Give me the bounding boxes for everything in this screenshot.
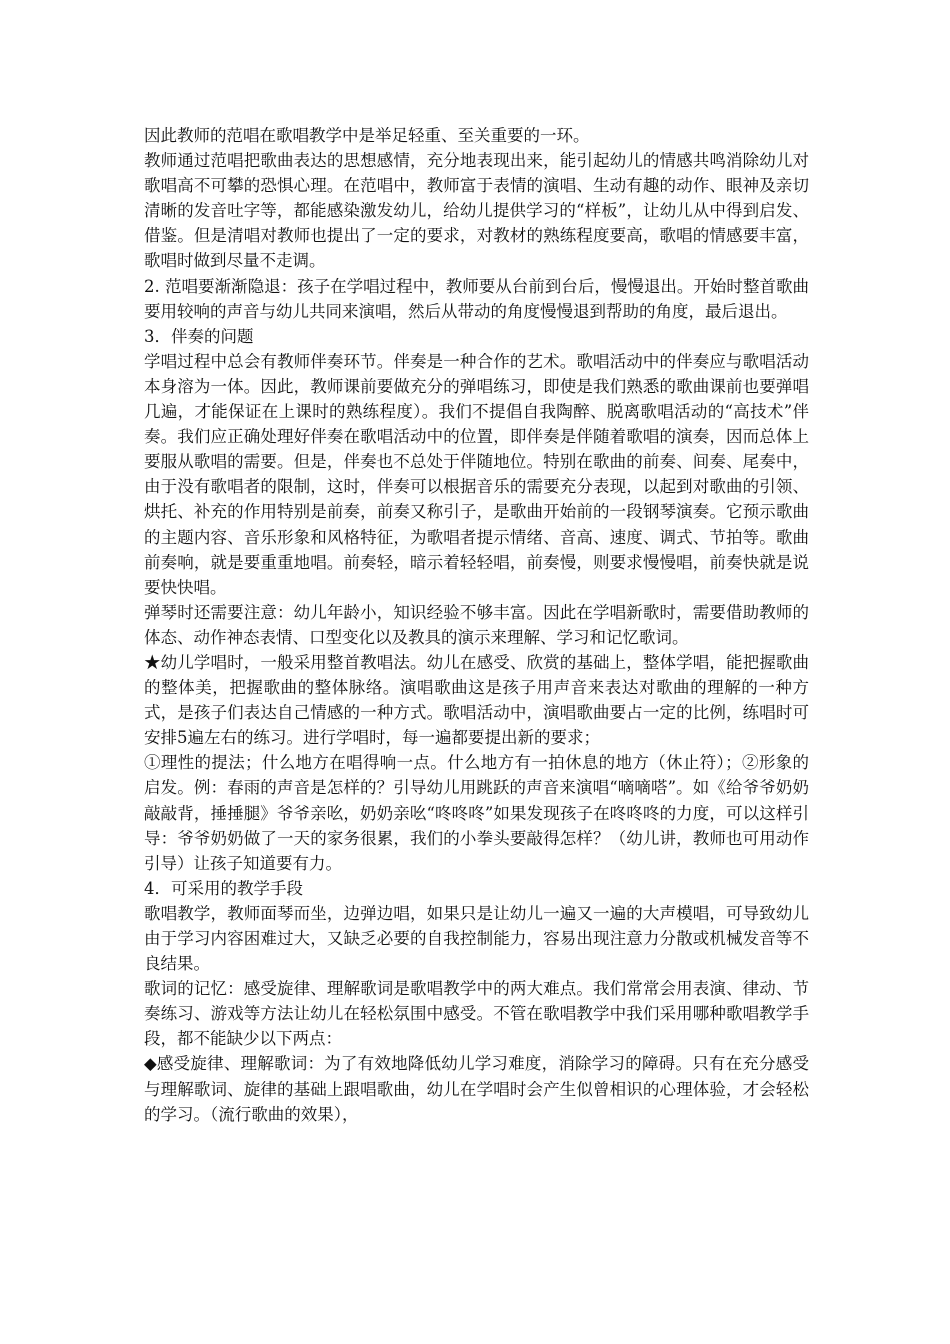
paragraph-7: ★幼儿学唱时，一般采用整首教唱法。幼儿在感受、欣赏的基础上，整体学唱，能把握歌曲的整体美，把握歌曲的整体脉络。演唱歌曲这是孩子用声音来表达对歌曲的理解的一种方式，是孩子们表达自己情感的一种方式。歌唱活动中，演唱歌曲要占一定的比例，练唱时可安排5遍左右的练习。进行学唱时，每一遍都要提出新的要求； xyxy=(144,652,809,748)
paragraph-2: 教师通过范唱把歌曲表达的思想感情，充分地表现出来，能引起幼儿的情感共鸣消除幼儿对歌唱高不可攀的恐惧心理。在范唱中，教师富于表情的演唱、生动有趣的动作、眼神及亲切清晰的发音吐字等，都能感染激发幼儿，给幼儿提供学习的“样板”，让幼儿从中得到启发、借鉴。但是清唱对教师也提出了一定的要求，对教材的熟练程度要高，歌唱的情感要丰富，歌唱时做到尽量不走调。 xyxy=(144,151,809,271)
paragraph-10: 歌唱教学，教师面琴而坐，边弹边唱，如果只是让幼儿一遍又一遍的大声模唱，可导致幼儿由于学习内容困难过大，又缺乏必要的自我控制能力，容易出现注意力分散或机械发音等不良结果。 xyxy=(144,903,809,974)
paragraph-5: 学唱过程中总会有教师伴奏环节。伴奏是一种合作的艺术。歌唱活动中的伴奏应与歌唱活动本身溶为一体。因此，教师课前要做充分的弹唱练习，即使是我们熟悉的歌曲课前也要弹唱几遍，才能保证在上课时的熟练程度）。我们不提倡自我陶醉、脱离歌唱活动的“高技术”伴奏。我们应正确处理好伴奏在歌唱活动中的位置，即伴奏是伴随着歌唱的演奏，因而总体上要服从歌唱的需要。但是，伴奏也不总处于伴随地位。特别在歌曲的前奏、间奏、尾奏中，由于没有歌唱者的限制，这时，伴奏可以根据音乐的需要充分表现，以起到对歌曲的引领、烘托、补充的作用特别是前奏，前奏又称引子，是歌曲开始前的一段钢琴演奏。它预示歌曲的主题内容、音乐形象和风格特征，为歌唱者提示情绪、音高、速度、调式、节拍等。歌曲前奏响，就是要重重地唱。前奏轻，暗示着轻轻唱，前奏慢，则要求慢慢唱，前奏快就是说要快快唱。 xyxy=(144,351,809,597)
section-heading-4: 4．可采用的教学手段 xyxy=(144,878,303,898)
paragraph-12: ◆感受旋律、理解歌词：为了有效地降低幼儿学习难度，消除学习的障碍。只有在充分感受与理解歌词、旋律的基础上跟唱歌曲，幼儿在学唱时会产生似曾相识的心理体验，才会轻松的学习。（流行歌曲的效果）， xyxy=(144,1054,809,1124)
paragraph-1: 因此教师的范唱在歌唱教学中是举足轻重、至关重要的一环。 xyxy=(144,126,590,145)
paragraph-3: 2. 范唱要渐渐隐退：孩子在学唱过程中，教师要从台前到台后，慢慢退出。开始时整首歌曲要用较响的声音与幼儿共同来演唱，然后从带动的角度慢慢退到帮助的角度，最后退出。 xyxy=(144,276,809,321)
paragraph-6: 弹琴时还需要注意：幼儿年龄小，知识经验不够丰富。因此在学唱新歌时，需要借助教师的体态、动作神态表情、口型变化以及教具的演示来理解、学习和记忆歌词。 xyxy=(144,602,809,647)
section-heading-3: 3．伴奏的问题 xyxy=(144,326,254,346)
paragraph-11: 歌词的记忆：感受旋律、理解歌词是歌唱教学中的两大难点。我们常常会用表演、律动、节奏练习、游戏等方法让幼儿在轻松氛围中感受。不管在歌唱教学中我们采用哪种歌唱教学手段，都不能缺少以下两点： xyxy=(144,979,809,1049)
paragraph-8: ①理性的提法；什么地方在唱得响一点。什么地方有一拍休息的地方（休止符）；②形象的启发。例：春雨的声音是怎样的？引导幼儿用跳跃的声音来演唱“嘀嘀嗒”。如《给爷爷奶奶 敲敲背，捶捶腿》爷爷亲吆，奶奶亲吆“咚咚咚”如果发现孩子在咚咚咚的力度，可以这样引导：爷爷奶奶做了一天的家务很累，我们的小拳头要敲得怎样？（幼儿讲，教师也可用动作引导）让孩子知道要有力。 xyxy=(144,753,809,873)
document-body xyxy=(144,123,809,1127)
